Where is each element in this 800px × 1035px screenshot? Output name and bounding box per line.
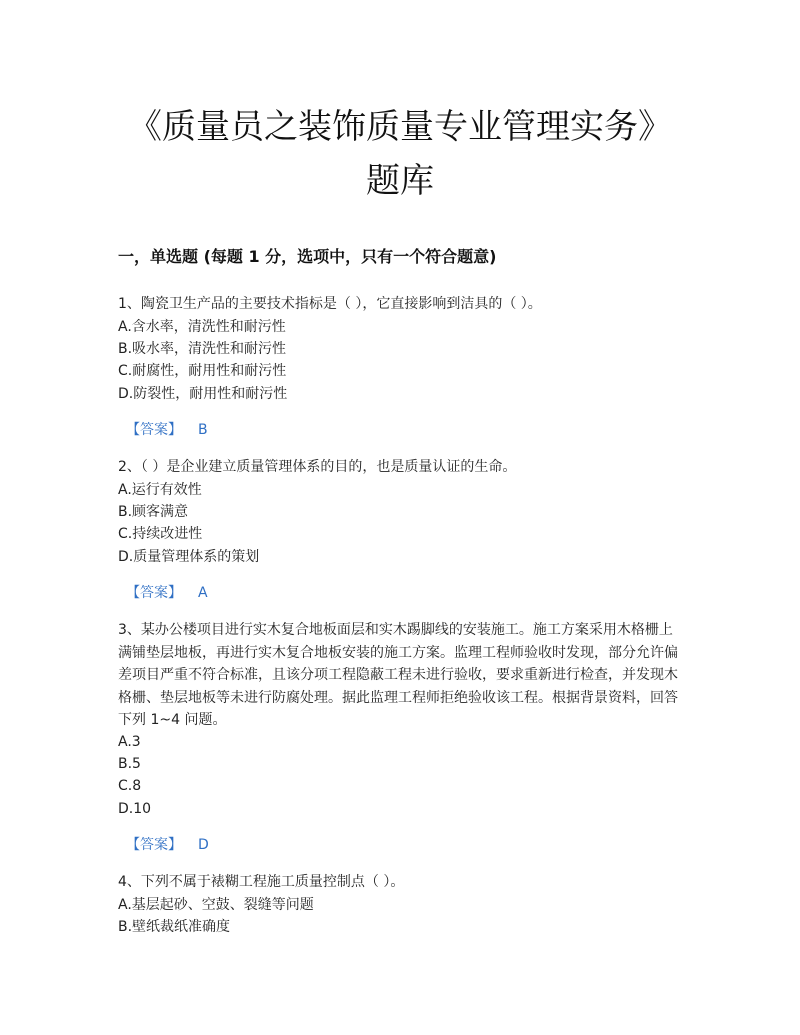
question-4-option-a: A.基层起砂、空鼓、裂缝等问题 [118, 897, 314, 913]
question-2-option-b: B.顾客满意 [118, 504, 189, 520]
answer-label: 【答案】 [126, 585, 182, 601]
question-1-answer [126, 420, 208, 440]
question-1-stem: 1、陶瓷卫生产品的主要技术指标是（ ），它直接影响到洁具的（ ）。 [118, 296, 542, 312]
question-2-option-c: C.持续改进性 [118, 526, 203, 542]
question-2-option-a: A.运行有效性 [118, 482, 202, 498]
question-4-option-b: B.壁纸裁纸准确度 [118, 919, 231, 935]
answer-label: 【答案】 [126, 422, 182, 438]
question-3-answer [126, 835, 209, 855]
answer-value: B [198, 422, 208, 438]
section-heading: 一，单选题 (每题 1 分，选项中，只有一个符合题意) [118, 247, 497, 266]
answer-value: D [198, 837, 209, 853]
answer-value: A [198, 585, 208, 601]
question-2-stem: 2、（ ）是企业建立质量管理体系的目的，也是质量认证的生命。 [118, 459, 517, 475]
question-2-option-d: D.质量管理体系的策划 [118, 549, 260, 565]
question-4-stem: 4、下列不属于裱糊工程施工质量控制点（ ）。 [118, 874, 405, 890]
question-1-option-b: B.吸水率，清洗性和耐污性 [118, 341, 287, 357]
answer-label: 【答案】 [126, 837, 182, 853]
question-3-option-c: C.8 [118, 778, 142, 794]
document-title-line1: 《质量员之装饰质量专业管理实务》 [128, 107, 672, 147]
question-3-option-a: A.3 [118, 734, 141, 750]
question-3-option-b: B.5 [118, 756, 141, 772]
question-1-option-a: A.含水率，清洗性和耐污性 [118, 319, 286, 335]
question-2-answer [126, 583, 208, 603]
question-3-option-d: D.10 [118, 801, 152, 817]
question-1-option-c: C.耐腐性，耐用性和耐污性 [118, 363, 287, 379]
question-1-option-d: D.防裂性，耐用性和耐污性 [118, 386, 288, 402]
question-3-stem: 3、某办公楼项目进行实木复合地板面层和实木踢脚线的安装施工。施工方案采用木格栅上满铺垫层地板，再进行实木复合地板安装的施工方案。监理工程师验收时发现，部分允许偏差项目严重不符合标准，且该分项工程隐蔽工程未进行验收，要求重新进行检查，并发现木格栅、垫层地板等未进行防腐处理。据此监理工程师拒绝验收该工程。根据背景资料，回答下列 1~4 问题。 [118, 622, 678, 728]
document-title-line2: 题库 [366, 161, 434, 201]
